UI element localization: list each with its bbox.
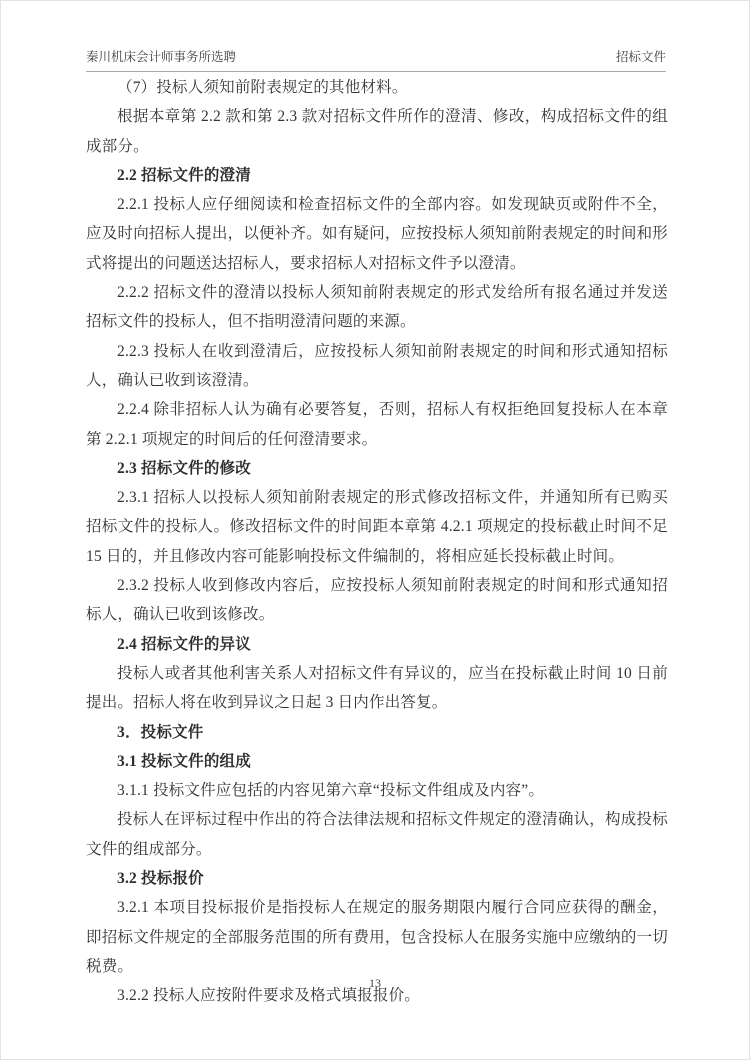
paragraph: 2.3.1 招标人以投标人须知前附表规定的形式修改招标文件，并通知所有已购买招标文件的投标人。修改招标文件的时间距本章第 4.2.1 项规定的投标截止时间不足 15 日的，并且修改内容可能影响投标文件编制的，将相应延长投标截止时间。 xyxy=(86,489,668,565)
paragraph: 2.2.3 投标人在收到澄清后，应按投标人须知前附表规定的时间和形式通知招标人，确认已收到该澄清。 xyxy=(86,342,668,389)
paragraph: （7）投标人须知前附表规定的其他材料。 xyxy=(117,79,408,96)
section-heading: 3．投标文件 xyxy=(117,723,204,741)
paragraph: 3.2.1 本项目投标报价是指投标人在规定的服务期限内履行合同应获得的酬金，即招标文件规定的全部服务范围的所有费用，包含投标人在服务实施中应缴纳的一切税费。 xyxy=(86,899,668,975)
paragraph: 投标人在评标过程中作出的符合法律法规和招标文件规定的澄清确认，构成投标文件的组成部分。 xyxy=(86,811,668,858)
header-left-title: 秦川机床会计师事务所选聘 xyxy=(86,50,237,64)
document-content xyxy=(86,73,668,1011)
paragraph: 2.2.1 投标人应仔细阅读和检查招标文件的全部内容。如发现缺页或附件不全，应及时向招标人提出，以便补齐。如有疑问，应按投标人须知前附表规定的时间和形式将提出的问题送达招标人，要求招标人对招标文件予以澄清。 xyxy=(86,196,668,272)
page-footer xyxy=(1,976,749,991)
section-heading: 2.3 招标文件的修改 xyxy=(117,459,251,477)
section-heading: 3.1 投标文件的组成 xyxy=(117,752,251,770)
page-number: 13 xyxy=(369,976,381,990)
paragraph: 根据本章第 2.2 款和第 2.3 款对招标文件所作的澄清、修改，构成招标文件的组成部分。 xyxy=(86,108,668,155)
section-heading: 2.2 招标文件的澄清 xyxy=(117,166,251,184)
paragraph: 3.1.1 投标文件应包括的内容见第六章“投标文件组成及内容”。 xyxy=(117,782,545,800)
section-heading: 3.2 投标报价 xyxy=(117,870,204,888)
paragraph: 2.2.4 除非招标人认为确有必要答复，否则，招标人有权拒绝回复投标人在本章第 2.2.1 项规定的时间后的任何澄清要求。 xyxy=(86,401,668,448)
header-divider xyxy=(86,71,666,72)
paragraph: 投标人或者其他利害关系人对招标文件有异议的，应当在投标截止时间 10 日前提出。招标人将在收到异议之日起 3 日内作出答复。 xyxy=(86,664,668,712)
page-header xyxy=(86,49,666,66)
header-right-title: 招标文件 xyxy=(615,50,666,64)
paragraph: 3.2.2 投标人应按附件要求及格式填报报价。 xyxy=(117,987,420,1005)
section-heading: 2.4 招标文件的异议 xyxy=(117,635,251,653)
paragraph: 2.2.2 招标文件的澄清以投标人须知前附表规定的形式发给所有报名通过并发送招标文件的投标人，但不指明澄清问题的来源。 xyxy=(86,284,668,331)
paragraph: 2.3.2 投标人收到修改内容后，应按投标人须知前附表规定的时间和形式通知招标人，确认已收到该修改。 xyxy=(86,577,668,624)
